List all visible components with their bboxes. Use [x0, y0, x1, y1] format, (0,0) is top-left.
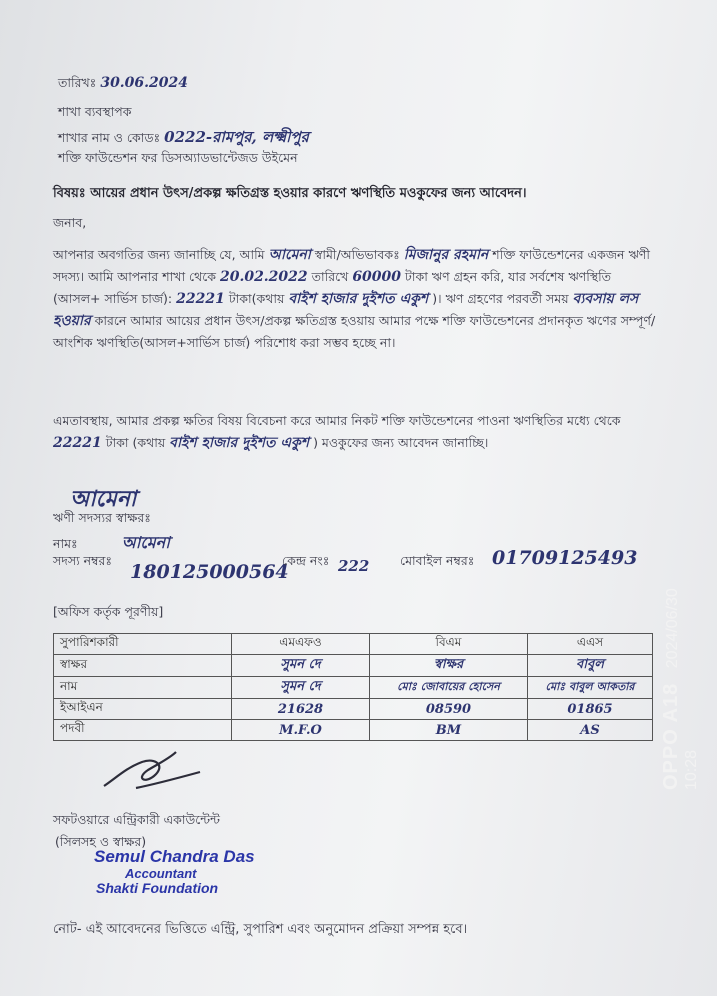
para2-text-2: টাকা (কথায় [105, 435, 166, 450]
office-use-label: [অফিস কর্তৃক পূরণীয়] [53, 604, 164, 619]
table-header-row [54, 634, 653, 655]
center-label: কেন্দ্র নংঃ [282, 553, 330, 568]
stamp-name: Semul Chandra Das [94, 847, 255, 866]
table-row-label: ইআইএন [54, 699, 232, 720]
member-name-value: আমেনা [121, 533, 170, 552]
waiver-paragraph [53, 410, 658, 454]
member-signature: আমেনা [70, 486, 137, 512]
table-header-cell: এমএফও [232, 634, 370, 655]
para2-text-3: ) মওকুফের জন্য আবেদন জানাচ্ছি। [313, 435, 489, 450]
para1-text-7: )। ঋণ গ্রহণের পরবর্তী সময় [432, 291, 569, 306]
table-row-label: নাম [54, 677, 232, 699]
table-header-cell: সুপারিশকারী [54, 634, 232, 655]
branch-value: 0222-রামপুর, লক্ষ্মীপুর [164, 128, 309, 146]
seal-label: (সিলসহ ও স্বাক্ষর) [55, 834, 147, 849]
table-row [54, 655, 653, 677]
para1-text-8: কারনে আমার আয়ের প্রধান উৎস/প্রকল্প ক্ষতিগ্রস্ত হওয়ায় আমার পক্ষে শক্তি ফাউন্ডেশনের প্রদানকৃত ঋণের সম্পূর্ণ/আংশিক ঋণস্থিতি(আসল+সার্ভিস চার্জ) পরিশোধ করা সম্ভব হচ্ছে না। [53, 313, 656, 350]
member-number-value: 180125000564 [130, 561, 289, 583]
application-paragraph [53, 244, 658, 354]
balance-in-words: বাইশ হাজার দুইশত একুশ [288, 291, 429, 307]
stamp-role: Accountant [125, 866, 197, 881]
center-value: 222 [338, 557, 370, 575]
branch-label: শাখার নাম ও কোডঃ [58, 130, 161, 145]
table-cell: M.F.O [279, 722, 322, 738]
table-row-label: পদবী [54, 720, 232, 741]
branch-line [58, 126, 309, 151]
table-cell: মোঃ জোবায়ের হোসেন [397, 680, 500, 693]
applicant-name: আমেনা [268, 247, 311, 263]
waiver-amount: 22221 [53, 435, 102, 451]
loss-reason: ব্যবসায় লস হওয়ার [53, 291, 639, 329]
salutation: জনাব, [53, 215, 87, 230]
mobile-label: মোবাইল নম্বরঃ [400, 553, 475, 568]
stamp-organization: Shakti Foundation [96, 880, 219, 896]
table-row [54, 677, 653, 699]
accountant-signature-scribble [96, 748, 206, 798]
date-line [58, 75, 188, 95]
para1-text-5: টাকা ঋণ গ্রহন করি, যার সর্বশেষ ঋণস্থিতি (আসল+ সার্ভিস চার্জ): [53, 269, 612, 306]
subject-line: বিষয়ঃ আয়ের প্রধান উৎস/প্রকল্প ক্ষতিগ্রস্ত হওয়ার কারণে ঋণস্থিতি মওকুফের জন্য আবেদন। [53, 186, 527, 201]
para1-text-3: শক্তি ফাউন্ডেশনের একজন ঋণী সদস্য। আমি আপনার শাখা থেকে [53, 247, 650, 284]
recommendation-table [53, 633, 653, 741]
waiver-amount-words: বাইশ হাজার দুইশত একুশ [169, 435, 310, 451]
para1-text-1: আপনার অবগতির জন্য জানাচ্ছি যে, আমি [53, 247, 265, 262]
table-cell: মোঃ বাবুল আকতার [545, 680, 635, 693]
footer-note: নোট- এই আবেদনের ভিত্তিতে এন্ট্রি, সুপারিশ এবং অনুমোদন প্রক্রিয়া সম্পন্ন হবে। [53, 922, 468, 937]
table-cell: সুমন দে [280, 657, 321, 672]
camera-timestamp: 2024/06/30 10:28 [664, 588, 700, 790]
guardian-name: মিজানুর রহমান [403, 247, 489, 263]
para1-text-6: টাকা(কথায় [228, 291, 285, 306]
camera-brand: OPPO A18 [660, 682, 682, 790]
accountant-title: সফটওয়ারে এন্ট্রিকারী একাউন্টেন্ট [53, 812, 220, 827]
loan-amount: 60000 [352, 269, 402, 285]
member-sign-label: ঋণী সদস্যর স্বাক্ষরঃ [53, 510, 151, 525]
table-cell: BM [435, 722, 462, 738]
table-header-cell: বিএম [370, 634, 528, 655]
outstanding-balance: 22221 [176, 291, 225, 307]
camera-watermark [660, 570, 700, 790]
table-cell: স্বাক্ষর [433, 657, 464, 672]
table-row-label: স্বাক্ষর [54, 655, 232, 677]
para1-text-4: তারিখে [311, 269, 349, 284]
member-number-label: সদস্য নম্বরঃ [53, 553, 113, 568]
table-cell: AS [580, 722, 600, 738]
table-row [54, 720, 653, 741]
manager-label: শাখা ব্যবস্থাপক [58, 104, 132, 119]
table-cell: 08590 [425, 701, 472, 717]
para1-text-2: স্বামী/অভিভাবকঃ [314, 247, 400, 262]
para2-text-1: এমতাবস্থায়, আমার প্রকল্প ক্ষতির বিষয় বিবেচনা করে আমার নিকট শক্তি ফাউন্ডেশনের পাওনা ঋণস্থিতির মধ্যে থেকে [53, 413, 621, 428]
date-label: তারিখঃ [58, 75, 97, 90]
mobile-value: 01709125493 [492, 547, 638, 569]
member-name-label: নামঃ [53, 536, 78, 551]
loan-date: 20.02.2022 [219, 269, 308, 285]
table-cell: বাবুল [576, 657, 604, 672]
table-cell: সুমন দে [280, 679, 321, 694]
date-value: 30.06.2024 [100, 75, 189, 91]
table-row [54, 699, 653, 720]
table-cell: 21628 [277, 701, 324, 717]
table-header-cell: এএস [528, 634, 653, 655]
table-cell: 01865 [567, 701, 613, 717]
organization-label: শক্তি ফাউন্ডেশন ফর ডিসঅ্যাডভান্টেজড উইমেন [58, 150, 298, 165]
